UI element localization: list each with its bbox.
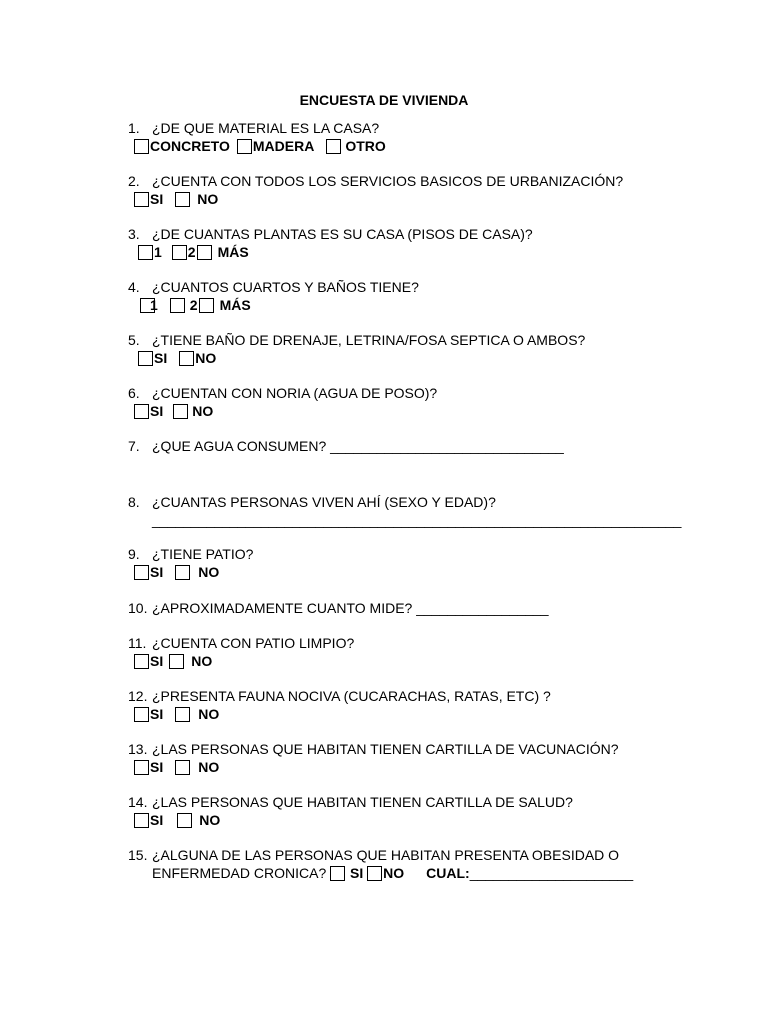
checkbox-si[interactable]	[134, 565, 149, 580]
options-3	[138, 244, 249, 261]
checkbox-no[interactable]	[175, 707, 190, 722]
option-label: NO	[198, 759, 220, 775]
checkbox-no[interactable]	[173, 404, 188, 419]
question-number: 13.	[128, 741, 148, 757]
checkbox-no[interactable]	[175, 565, 190, 580]
checkbox-no[interactable]	[179, 351, 194, 366]
question-3	[128, 226, 533, 243]
answer-blank[interactable]: ______________________________	[330, 438, 564, 454]
option-label: OTRO	[345, 138, 386, 154]
question-text: ¿QUE AGUA CONSUMEN?	[152, 438, 327, 454]
checkbox-mas[interactable]	[199, 298, 214, 313]
options-4	[140, 297, 251, 314]
options-11	[134, 653, 212, 670]
question-number: 8.	[128, 494, 140, 510]
option-label: MÁS	[219, 297, 251, 313]
question-text: ¿CUENTA CON PATIO LIMPIO?	[152, 635, 355, 651]
question-10	[128, 600, 549, 617]
question-8	[128, 494, 681, 529]
option-label: SI	[150, 653, 164, 669]
options-12	[134, 706, 219, 723]
answer-blank[interactable]: ____________________________________________________________________	[152, 512, 682, 528]
question-6	[128, 385, 437, 402]
question-7	[128, 438, 564, 455]
question-text: ¿CUENTAN CON NORIA (AGUA DE POSO)?	[152, 385, 438, 401]
checkbox-mas[interactable]	[197, 245, 212, 260]
question-number: 14.	[128, 794, 148, 810]
checkbox-no[interactable]	[177, 813, 192, 828]
question-number: 5.	[128, 332, 140, 348]
question-text: ¿ALGUNA DE LAS PERSONAS QUE HABITAN PRESENTA OBESIDAD O	[152, 847, 620, 863]
options-14	[134, 812, 220, 829]
question-4	[128, 279, 419, 296]
option-label: NO	[199, 812, 221, 828]
checkbox-si[interactable]	[134, 404, 149, 419]
checkbox-2[interactable]	[170, 298, 185, 313]
question-number: 10.	[128, 600, 148, 616]
checkbox-si[interactable]	[134, 813, 149, 828]
options-5	[138, 350, 216, 367]
question-text: ¿CUANTAS PERSONAS VIVEN AHÍ (SEXO Y EDAD)?	[152, 494, 496, 510]
checkbox-si[interactable]	[330, 866, 345, 881]
checkbox-si[interactable]	[138, 351, 153, 366]
question-text: ¿DE CUANTAS PLANTAS ES SU CASA (PISOS DE CASA)?	[152, 226, 533, 242]
question-13	[128, 741, 619, 758]
option-label: NO	[198, 706, 220, 722]
question-number: 2.	[128, 173, 140, 189]
checkbox-1[interactable]	[138, 245, 153, 260]
checkbox-otro[interactable]	[326, 139, 341, 154]
option-label: MÁS	[217, 244, 249, 260]
option-label: 1	[154, 244, 162, 260]
answer-blank[interactable]: _________________	[416, 600, 549, 616]
option-label: SI	[150, 191, 164, 207]
question-number: 1.	[128, 120, 140, 136]
checkbox-si[interactable]	[134, 654, 149, 669]
option-label: SI	[350, 865, 364, 881]
checkbox-si[interactable]	[134, 707, 149, 722]
checkbox-no[interactable]	[175, 760, 190, 775]
question-text-continued: ENFERMEDAD CRONICA?	[152, 865, 327, 881]
question-text: ¿CUANTOS CUARTOS Y BAÑOS TIENE?	[152, 279, 419, 295]
option-label: SI	[150, 706, 164, 722]
options-2	[134, 191, 218, 208]
question-number: 9.	[128, 546, 140, 562]
question-14	[128, 794, 573, 811]
option-label: 1	[150, 297, 158, 313]
question-text: ¿LAS PERSONAS QUE HABITAN TIENEN CARTILLA DE SALUD?	[152, 794, 573, 810]
checkbox-si[interactable]	[134, 192, 149, 207]
question-number: 6.	[128, 385, 140, 401]
question-2	[128, 173, 623, 190]
option-label: SI	[154, 350, 168, 366]
checkbox-no[interactable]	[367, 866, 382, 881]
option-label: SI	[150, 403, 164, 419]
checkbox-si[interactable]	[134, 760, 149, 775]
question-1	[128, 120, 379, 137]
question-number: 12.	[128, 688, 148, 704]
survey-title: ENCUESTA DE VIVIENDA	[299, 92, 469, 108]
option-label: SI	[150, 812, 164, 828]
question-text: ¿CUENTA CON TODOS LOS SERVICIOS BASICOS DE URBANIZACIÓN?	[152, 173, 624, 189]
option-label: 2	[187, 244, 196, 260]
option-label: NO	[383, 865, 405, 881]
question-text: ¿LAS PERSONAS QUE HABITAN TIENEN CARTILLA DE VACUNACIÓN?	[152, 741, 619, 757]
question-number: 11.	[128, 635, 147, 651]
option-label: SI	[150, 759, 164, 775]
question-number: 15.	[128, 847, 148, 863]
checkbox-no[interactable]	[169, 654, 184, 669]
cual-label: CUAL:	[426, 865, 470, 881]
checkbox-2[interactable]	[172, 245, 187, 260]
option-label: CONCRETO	[150, 138, 230, 154]
options-1	[134, 138, 386, 155]
checkbox-concreto[interactable]	[134, 139, 149, 154]
question-number: 7.	[128, 438, 140, 454]
question-5	[128, 332, 585, 349]
option-label: SI	[150, 564, 164, 580]
option-label: NO	[195, 350, 217, 366]
options-13	[134, 759, 219, 776]
answer-blank[interactable]: _____________________	[469, 865, 634, 881]
option-label: NO	[197, 191, 219, 207]
question-text: ¿TIENE PATIO?	[152, 546, 254, 562]
question-text: ¿PRESENTA FAUNA NOCIVA (CUCARACHAS, RATAS, ETC) ?	[152, 688, 551, 704]
question-number: 3.	[128, 226, 140, 242]
question-text: ¿APROXIMADAMENTE CUANTO MIDE?	[152, 600, 413, 616]
question-number: 4.	[128, 279, 140, 295]
question-text: ¿DE QUE MATERIAL ES LA CASA?	[152, 120, 380, 136]
question-12	[128, 688, 551, 705]
option-label: 2	[189, 297, 198, 313]
question-11	[128, 635, 354, 652]
option-label: NO	[198, 564, 220, 580]
checkbox-no[interactable]	[175, 192, 190, 207]
option-label: MADERA	[252, 138, 315, 154]
options-6	[134, 403, 213, 420]
option-label: NO	[192, 403, 214, 419]
options-9	[134, 564, 219, 581]
checkbox-madera[interactable]	[237, 139, 252, 154]
question-15	[128, 847, 633, 882]
question-text: ¿TIENE BAÑO DE DRENAJE, LETRINA/FOSA SEPTICA O AMBOS?	[152, 332, 586, 348]
option-label: NO	[191, 653, 213, 669]
question-9	[128, 546, 253, 563]
